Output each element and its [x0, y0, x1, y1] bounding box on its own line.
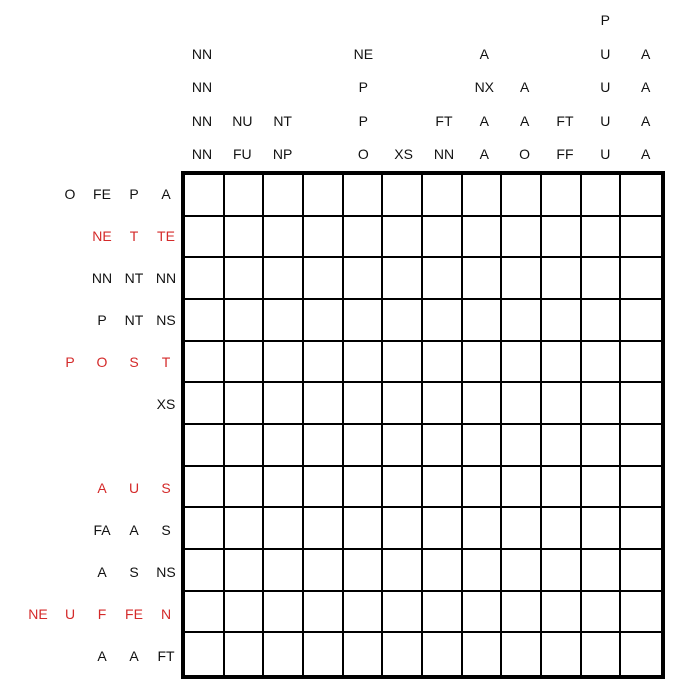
grid-cell[interactable] [304, 217, 344, 259]
column-clue: FT [556, 112, 574, 129]
grid-cell[interactable] [264, 217, 304, 259]
grid-cell[interactable] [542, 383, 582, 425]
column-clue: NU [232, 112, 253, 129]
grid-cell[interactable] [582, 550, 622, 592]
grid-cell[interactable] [582, 508, 622, 550]
grid-cell[interactable] [304, 633, 344, 675]
grid-cell[interactable] [542, 175, 582, 217]
grid-cell[interactable] [423, 633, 463, 675]
row-clue: A [161, 186, 171, 202]
row-clue: P [65, 354, 75, 370]
grid-cell[interactable] [264, 550, 304, 592]
grid-cell[interactable] [502, 175, 542, 217]
grid-cell[interactable] [463, 258, 503, 300]
grid-cell[interactable] [185, 467, 225, 509]
column-clue: O [519, 146, 531, 162]
grid-cell[interactable] [264, 258, 304, 300]
row-clue: NE [28, 606, 48, 622]
grid-cell[interactable] [502, 383, 542, 425]
grid-cell[interactable] [264, 633, 304, 675]
grid-cell[interactable] [225, 383, 265, 425]
grid-cell[interactable] [502, 508, 542, 550]
row-clue: XS [156, 396, 176, 412]
grid-cell[interactable] [502, 425, 542, 467]
grid-cell[interactable] [225, 592, 265, 634]
column-clue: A [479, 45, 489, 62]
column-clue: U [600, 79, 611, 95]
grid-cell[interactable] [463, 467, 503, 509]
grid-cell[interactable] [304, 425, 344, 467]
row-clue: S [129, 564, 139, 580]
grid-cell[interactable] [463, 342, 503, 384]
grid-cell[interactable] [542, 425, 582, 467]
grid-cell[interactable] [225, 467, 265, 509]
grid-cell[interactable] [304, 592, 344, 634]
grid-cell[interactable] [582, 217, 622, 259]
column-clue: U [600, 45, 611, 62]
column-clue: A [479, 112, 489, 129]
row-clue: P [97, 312, 107, 328]
grid-cell[interactable] [383, 383, 423, 425]
row-clue: O [96, 354, 108, 370]
grid-cell[interactable] [502, 258, 542, 300]
row-clue: N [160, 606, 172, 622]
grid-cell[interactable] [463, 550, 503, 592]
grid-cell[interactable] [304, 550, 344, 592]
grid-cell[interactable] [502, 342, 542, 384]
column-clue: FF [556, 146, 574, 162]
grid-cell[interactable] [225, 508, 265, 550]
grid-cell[interactable] [225, 175, 265, 217]
grid-cell[interactable] [383, 300, 423, 342]
grid-cell[interactable] [383, 550, 423, 592]
grid-cell[interactable] [225, 217, 265, 259]
column-clue: U [600, 112, 611, 129]
grid-cell[interactable] [502, 550, 542, 592]
column-clue: A [479, 146, 489, 162]
grid-cell[interactable] [463, 217, 503, 259]
grid-cell[interactable] [542, 550, 582, 592]
grid-cell[interactable] [582, 258, 622, 300]
grid-cell[interactable] [621, 258, 661, 300]
row-clue: S [161, 480, 171, 496]
grid-cell[interactable] [582, 633, 622, 675]
row-clue: T [129, 228, 139, 244]
grid-cell[interactable] [304, 342, 344, 384]
column-clue: FU [232, 146, 252, 162]
grid-cell[interactable] [185, 425, 225, 467]
grid-cell[interactable] [264, 383, 304, 425]
grid-cell[interactable] [344, 633, 384, 675]
grid-cell[interactable] [383, 258, 423, 300]
row-clue: A [97, 480, 107, 496]
grid-cell[interactable] [225, 425, 265, 467]
grid-cell[interactable] [383, 508, 423, 550]
row-clue: U [128, 480, 140, 496]
grid-cell[interactable] [185, 383, 225, 425]
grid-cell[interactable] [423, 217, 463, 259]
grid-cell[interactable] [185, 258, 225, 300]
grid-cell[interactable] [383, 217, 423, 259]
row-clue: NE [92, 228, 112, 244]
grid-cell[interactable] [463, 383, 503, 425]
row-clue: NT [124, 270, 144, 286]
grid-cell[interactable] [582, 467, 622, 509]
grid-cell[interactable] [621, 383, 661, 425]
grid-cell[interactable] [582, 383, 622, 425]
grid-cell[interactable] [185, 217, 225, 259]
column-clue: NE [353, 45, 374, 62]
grid-cell[interactable] [542, 467, 582, 509]
grid-cell[interactable] [463, 425, 503, 467]
grid-cell[interactable] [463, 300, 503, 342]
grid-cell[interactable] [225, 300, 265, 342]
column-clue: A [640, 146, 651, 162]
grid-cell[interactable] [344, 300, 384, 342]
grid-cell[interactable] [304, 175, 344, 217]
grid-cell[interactable] [542, 342, 582, 384]
grid-cell[interactable] [383, 342, 423, 384]
grid-cell[interactable] [383, 592, 423, 634]
column-clue: XS [394, 146, 413, 162]
grid-cell[interactable] [582, 425, 622, 467]
grid-cell[interactable] [225, 633, 265, 675]
grid-cell[interactable] [502, 467, 542, 509]
column-clue: A [640, 45, 651, 62]
column-clue: NP [272, 146, 293, 162]
column-clue: U [600, 146, 611, 162]
grid-cell[interactable] [304, 508, 344, 550]
grid-cell[interactable] [582, 342, 622, 384]
row-clue: FE [93, 186, 111, 202]
grid-cell[interactable] [621, 508, 661, 550]
grid-cell[interactable] [542, 508, 582, 550]
grid-cell[interactable] [423, 300, 463, 342]
grid-cell[interactable] [185, 592, 225, 634]
row-clue: FE [125, 606, 143, 622]
grid-cell[interactable] [344, 592, 384, 634]
grid-cell[interactable] [542, 633, 582, 675]
row-clue: NS [156, 564, 176, 580]
grid-cell[interactable] [304, 467, 344, 509]
grid-cell[interactable] [463, 592, 503, 634]
grid-cell[interactable] [304, 300, 344, 342]
grid-cell[interactable] [621, 175, 661, 217]
column-clue: NN [191, 79, 213, 95]
grid-cell[interactable] [264, 467, 304, 509]
grid-cell[interactable] [502, 300, 542, 342]
grid-cell[interactable] [502, 217, 542, 259]
grid-cell[interactable] [383, 175, 423, 217]
row-clue: P [129, 186, 139, 202]
puzzle-grid [181, 171, 665, 679]
grid-cell[interactable] [621, 217, 661, 259]
grid-cell[interactable] [383, 467, 423, 509]
column-clue: A [640, 112, 651, 129]
grid-cell[interactable] [463, 175, 503, 217]
grid-cell[interactable] [344, 508, 384, 550]
grid-cell[interactable] [264, 300, 304, 342]
column-clue: NN [191, 45, 213, 62]
grid-cell[interactable] [185, 300, 225, 342]
grid-cell[interactable] [542, 258, 582, 300]
row-clue: S [129, 354, 139, 370]
grid-cell[interactable] [185, 633, 225, 675]
row-clue: NS [156, 312, 176, 328]
grid-cell[interactable] [502, 633, 542, 675]
grid-cell[interactable] [185, 342, 225, 384]
grid-cell[interactable] [423, 175, 463, 217]
row-clue: NT [124, 312, 144, 328]
column-clue: NN [433, 146, 455, 162]
grid-cell[interactable] [621, 342, 661, 384]
column-clue: A [519, 79, 530, 95]
row-clue: NN [155, 270, 177, 286]
grid-cell[interactable] [344, 425, 384, 467]
grid-cell[interactable] [344, 175, 384, 217]
row-clue: TE [157, 228, 175, 244]
grid-cell[interactable] [621, 550, 661, 592]
column-clue: NN [191, 146, 213, 162]
grid-cell[interactable] [344, 550, 384, 592]
row-clue: A [97, 564, 107, 580]
row-clue: S [161, 522, 171, 538]
row-clue: FT [157, 648, 175, 664]
grid-cell[interactable] [383, 633, 423, 675]
grid-cell[interactable] [463, 508, 503, 550]
grid-cell[interactable] [621, 425, 661, 467]
grid-cell[interactable] [621, 300, 661, 342]
grid-cell[interactable] [383, 425, 423, 467]
grid-cell[interactable] [542, 300, 582, 342]
grid-cell[interactable] [423, 258, 463, 300]
grid-cell[interactable] [621, 592, 661, 634]
grid-cell[interactable] [582, 300, 622, 342]
row-clue: FA [93, 522, 111, 538]
grid-cell[interactable] [542, 592, 582, 634]
grid-cell[interactable] [621, 467, 661, 509]
column-clue: P [600, 12, 610, 28]
grid-cell[interactable] [264, 592, 304, 634]
grid-cell[interactable] [423, 592, 463, 634]
grid-cell[interactable] [185, 550, 225, 592]
column-clue: O [357, 146, 369, 162]
row-clue: F [97, 606, 107, 622]
row-clue: NN [91, 270, 113, 286]
grid-cell[interactable] [264, 508, 304, 550]
row-clue: A [97, 648, 107, 664]
grid-cell[interactable] [582, 592, 622, 634]
row-clue: A [129, 522, 139, 538]
grid-cell[interactable] [344, 383, 384, 425]
grid-cell[interactable] [423, 383, 463, 425]
grid-cell[interactable] [344, 467, 384, 509]
grid-cell[interactable] [225, 258, 265, 300]
grid-cell[interactable] [423, 508, 463, 550]
grid-cell[interactable] [304, 383, 344, 425]
column-clue: P [358, 112, 368, 129]
grid-cell[interactable] [621, 633, 661, 675]
column-clue: NT [273, 112, 292, 129]
column-clue: P [358, 79, 368, 95]
grid-cell[interactable] [225, 550, 265, 592]
column-clue: A [519, 112, 530, 129]
row-clue: O [64, 186, 76, 202]
grid-cell[interactable] [502, 592, 542, 634]
grid-cell[interactable] [304, 258, 344, 300]
grid-cell[interactable] [423, 425, 463, 467]
grid-cell[interactable] [344, 217, 384, 259]
grid-cell[interactable] [344, 258, 384, 300]
grid-cell[interactable] [582, 175, 622, 217]
grid-cell[interactable] [423, 467, 463, 509]
column-clue: NN [191, 112, 213, 129]
row-clue: U [64, 606, 76, 622]
grid-cell[interactable] [264, 175, 304, 217]
grid-cell[interactable] [423, 342, 463, 384]
grid-cell[interactable] [344, 342, 384, 384]
grid-cell[interactable] [264, 425, 304, 467]
column-clue: A [640, 79, 651, 95]
row-clue: T [161, 354, 171, 370]
row-clue: A [129, 648, 139, 664]
grid-cell[interactable] [264, 342, 304, 384]
grid-cell[interactable] [463, 633, 503, 675]
grid-cell[interactable] [185, 508, 225, 550]
grid-cell[interactable] [423, 550, 463, 592]
grid-cell[interactable] [225, 342, 265, 384]
column-clue: NX [474, 79, 495, 95]
grid-cell[interactable] [542, 217, 582, 259]
grid-cell[interactable] [185, 175, 225, 217]
column-clue: FT [435, 112, 453, 129]
